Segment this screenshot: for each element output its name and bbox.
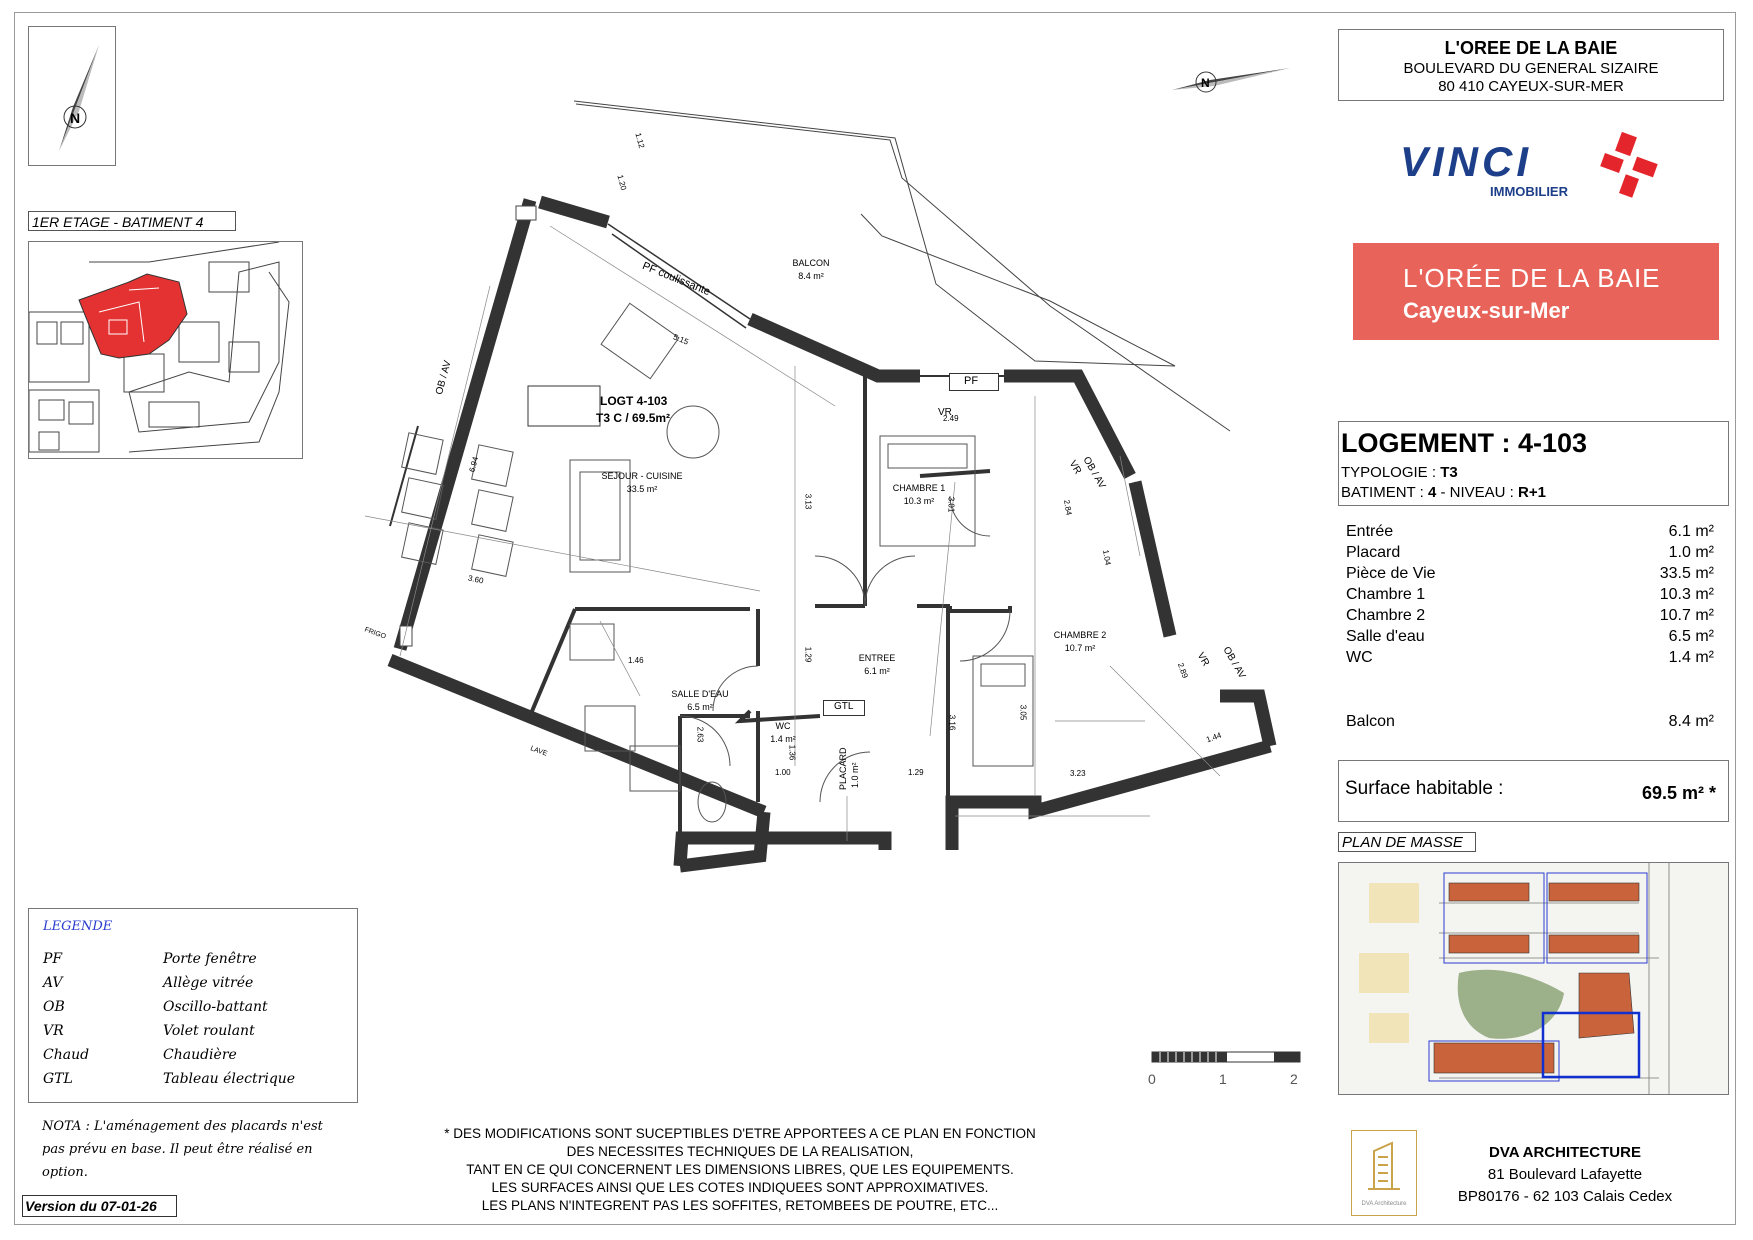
surface-value: 10.3 m² <box>1659 586 1714 603</box>
dim-label: 1.12 <box>633 131 647 150</box>
vinci-immobilier: IMMOBILIER <box>1490 184 1568 199</box>
dim-label: 5.15 <box>671 332 690 347</box>
room-name-balcon: BALCON <box>792 258 830 268</box>
notice-line: DES NECESSITES TECHNIQUES DE LA REALISATION, <box>566 1144 914 1159</box>
north-arrow-icon <box>29 27 115 165</box>
plan-de-masse-drawing <box>1339 863 1728 1094</box>
ob-av-label: OB / AV <box>434 359 454 396</box>
vr-label: VR <box>1066 458 1084 477</box>
lave-label: LAVE <box>529 745 549 758</box>
svg-text:N: N <box>70 110 81 126</box>
legend-desc: Porte fenêtre <box>163 951 257 967</box>
interior-walls <box>530 376 1010 841</box>
nota-text: NOTA : L'aménagement des placards n'est pas prévu en base. Il peut être réalisé en option. <box>42 1119 323 1180</box>
architect-name: DVA ARCHITECTURE <box>1489 1144 1641 1161</box>
pf-coulissante-label: PF coulissante <box>640 260 712 299</box>
north-arrow-box <box>28 26 116 166</box>
legend-desc: Tableau électrique <box>163 1071 296 1087</box>
legend-row <box>43 951 257 967</box>
room-area-chambre1: 10.3 m² <box>903 496 935 506</box>
notice <box>440 1125 1040 1215</box>
dva-logo-text: DVA Architecture <box>1361 1201 1407 1207</box>
surface-habitable-label: Surface habitable : <box>1345 778 1504 799</box>
surface-name: Entrée <box>1346 523 1394 540</box>
surface-name: Salle d'eau <box>1346 628 1425 645</box>
surface-name: Chambre 2 <box>1346 607 1426 624</box>
vinci-logo <box>1400 132 1660 202</box>
room-area-sejour: 33.5 m² <box>626 484 658 494</box>
niveau-value: R+1 <box>1517 484 1546 501</box>
legend-desc: Chaudière <box>163 1047 237 1063</box>
legend-row <box>43 999 268 1015</box>
surface-habitable-value: 69.5 m² * <box>1641 783 1716 803</box>
exterior-walls <box>390 200 1270 866</box>
svg-text:N: N <box>1201 76 1210 90</box>
surface-name: Pièce de Vie <box>1346 565 1436 582</box>
legend-row <box>43 1047 237 1063</box>
wall-post <box>516 206 536 220</box>
plan-de-masse-label: PLAN DE MASSE <box>1342 834 1463 851</box>
logement-typologie <box>1341 464 1458 481</box>
legend-desc: Volet roulant <box>163 1023 255 1039</box>
surface-row <box>1340 607 1720 628</box>
key-plan <box>28 241 303 459</box>
room-name-wc: WC <box>775 721 791 731</box>
surface-habitable-box <box>1338 760 1729 822</box>
project-street: BOULEVARD DU GENERAL SIZAIRE <box>1403 60 1659 77</box>
room-name-salle-eau: SALLE D'EAU <box>671 689 729 699</box>
legend-desc: Allège vitrée <box>163 975 254 991</box>
banner-line1: L'ORÉE DE LA BAIE <box>1403 263 1661 293</box>
pf-text: PF <box>964 375 979 387</box>
vr-label: VR <box>1194 650 1212 669</box>
legend-code: Chaud <box>43 1047 90 1063</box>
batiment-value: 4 <box>1427 484 1437 501</box>
vr-label: VR <box>938 407 952 418</box>
room-area-wc: 1.4 m² <box>770 734 796 744</box>
banner-line2: Cayeux-sur-Mer <box>1403 298 1570 323</box>
architect-address2: BP80176 - 62 103 Calais Cedex <box>1457 1188 1673 1205</box>
typologie-value: T3 <box>1440 464 1458 481</box>
notice-line: * DES MODIFICATIONS SONT SUCEPTIBLES D'ETRE APPORTEES A CE PLAN EN FONCTION <box>444 1126 1036 1141</box>
vinci-cross-icon <box>1600 132 1660 202</box>
room-name-chambre2: CHAMBRE 2 <box>1053 630 1107 640</box>
dim-label: 1.00 <box>775 768 791 777</box>
ob-av-label: OB / AV <box>1080 455 1108 491</box>
room-name-chambre1: CHAMBRE 1 <box>892 483 946 493</box>
balcon-name: Balcon <box>1346 713 1395 730</box>
legend-code: OB <box>43 999 65 1015</box>
logt-sub: T3 C / 69.5m² <box>596 411 671 425</box>
surface-name: Placard <box>1346 544 1401 561</box>
dim-label: 1.44 <box>1204 730 1223 745</box>
dva-logo <box>1351 1130 1417 1216</box>
surface-row <box>1340 628 1720 649</box>
frigo-label: FRIGO <box>363 626 387 641</box>
architect-address1: 81 Boulevard Lafayette <box>1487 1166 1643 1183</box>
project-header <box>1338 29 1724 101</box>
room-area-placard: 1.0 m² <box>850 762 860 788</box>
version-text: Version du 07-01-26 <box>25 1198 157 1214</box>
logement-box <box>1338 421 1729 506</box>
dim-label: 3.01 <box>946 496 956 513</box>
dim-label: 1.46 <box>628 656 644 665</box>
logt-title: LOGT 4-103 <box>600 394 668 408</box>
niveau-label: - NIVEAU : <box>1436 484 1518 501</box>
dim-label: 2.89 <box>1175 661 1190 680</box>
logement-batiment <box>1341 484 1546 501</box>
legend-code: AV <box>43 975 63 991</box>
wall-post <box>400 626 412 646</box>
dim-label: 1.36 <box>787 744 797 761</box>
version-box <box>22 1195 177 1217</box>
room-area-chambre2: 10.7 m² <box>1064 643 1096 653</box>
scale-bar <box>1150 1050 1302 1064</box>
legend-desc: Oscillo-battant <box>163 999 268 1015</box>
notice-line: LES PLANS N'INTEGRENT PAS LES SOFFITES, RETOMBEES DE POUTRE, ETC... <box>481 1198 999 1213</box>
gtl-text: GTL <box>834 701 854 712</box>
dim-label: 1.20 <box>615 173 629 192</box>
logement-title: LOGEMENT : 4-103 <box>1341 428 1588 458</box>
surface-row <box>1340 649 1720 670</box>
legend-title: LEGENDE <box>43 919 113 934</box>
surface-row <box>1340 586 1720 607</box>
typologie-label: TYPOLOGIE : <box>1341 464 1441 481</box>
surface-row <box>1340 523 1720 544</box>
key-plan-label: 1ER ETAGE - BATIMENT 4 <box>32 214 204 230</box>
logt-box <box>528 386 600 426</box>
pf-label <box>949 373 999 391</box>
legend-row <box>43 1071 296 1087</box>
project-banner <box>1353 243 1719 340</box>
project-city: 80 410 CAYEUX-SUR-MER <box>1438 78 1624 95</box>
room-name-entree: ENTREE <box>858 653 896 663</box>
dim-label: 3.05 <box>1018 704 1028 721</box>
surface-value: 1.4 m² <box>1668 649 1714 666</box>
balcony-outline <box>574 101 1175 366</box>
room-area-salle-eau: 6.5 m² <box>687 702 713 712</box>
vinci-wordmark: VINCI <box>1400 138 1533 185</box>
project-name: L'OREE DE LA BAIE <box>1444 38 1618 58</box>
surface-value: 10.7 m² <box>1659 607 1714 624</box>
surface-row <box>1340 565 1720 586</box>
surface-row <box>1340 544 1720 565</box>
balcon-row <box>1340 713 1720 734</box>
legend <box>28 908 358 1103</box>
dim-label: 2.84 <box>1062 499 1074 516</box>
gtl-label <box>823 700 865 716</box>
scale-tick-1: 1 <box>1219 1071 1227 1087</box>
dim-label: 1.29 <box>803 646 813 663</box>
notice-line: TANT EN CE QUI CONCERNENT LES DIMENSIONS LIBRES, QUE LES EQUIPEMENTS. <box>466 1162 1014 1177</box>
batiment-label: BATIMENT : <box>1341 484 1428 501</box>
room-name-sejour: SEJOUR - CUISINE <box>601 471 683 481</box>
dim-label: 2.63 <box>695 726 705 743</box>
room-area-entree: 6.1 m² <box>864 666 890 676</box>
dim-label: 3.13 <box>803 493 813 510</box>
dim-label: 2.49 <box>943 414 959 423</box>
balcon-value: 8.4 m² <box>1668 713 1714 730</box>
notice-line: LES SURFACES AINSI QUE LES COTES INDIQUEES SONT APPROXIMATIVES. <box>491 1180 989 1195</box>
surface-value: 6.1 m² <box>1668 523 1714 540</box>
legend-code: PF <box>43 951 63 967</box>
scale-tick-0: 0 <box>1148 1071 1156 1087</box>
ob-av-label: OB / AV <box>1220 645 1248 681</box>
scale-tick-2: 2 <box>1290 1071 1298 1087</box>
legend-code: VR <box>43 1023 64 1039</box>
dim-label: 3.16 <box>947 714 957 731</box>
dim-label: 3.60 <box>467 573 485 586</box>
key-plan-drawing <box>29 242 302 458</box>
dim-label: 6.94 <box>467 455 481 474</box>
plan-de-masse <box>1338 862 1729 1095</box>
surface-name: WC <box>1346 649 1373 666</box>
building-icon <box>1352 1131 1416 1195</box>
dim-label: 3.23 <box>1070 769 1086 778</box>
surface-value: 33.5 m² <box>1659 565 1714 582</box>
dim-label: 1.29 <box>908 768 924 777</box>
legend-code: GTL <box>43 1071 73 1087</box>
surface-value: 6.5 m² <box>1668 628 1714 645</box>
surfaces-list <box>1340 523 1725 730</box>
legend-row <box>43 975 254 991</box>
legend-row <box>43 1023 255 1039</box>
room-area-balcon: 8.4 m² <box>798 271 824 281</box>
dim-label: 1.04 <box>1101 549 1113 566</box>
key-plan-label-box <box>28 211 236 231</box>
surface-name: Chambre 1 <box>1346 586 1426 603</box>
room-name-placard: PLACARD <box>838 747 848 790</box>
surface-value: 1.0 m² <box>1668 544 1714 561</box>
plan-de-masse-label-box <box>1338 832 1476 852</box>
